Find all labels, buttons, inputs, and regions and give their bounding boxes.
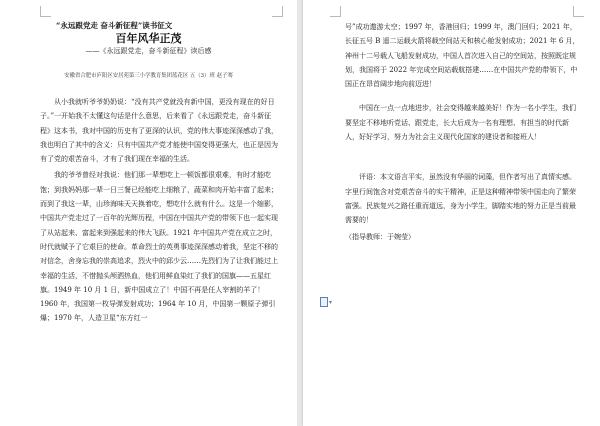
author-school-line: 安徽省合肥市庐阳区安居苑第三小学教育集团蓝花区 五（3）班 赵子骞: [64, 73, 233, 79]
teacher-comment: 评语：本文语言平实，虽然没有华丽的词藻，但作者写出了真情实感。字里行间饱含对党艰苦奋斗的实干精神，正是这种精神带领中国走向了繁荣富强。民族复兴之路任重而道远，身为小学生，脚踏实地的努力正是当前最需要的！: [345, 173, 576, 225]
essay-body-left: [40, 95, 280, 328]
document-page-left: [0, 0, 297, 426]
margin-corner-mark: [330, 6, 341, 17]
margin-corner-mark: [573, 6, 584, 17]
document-page-right: [303, 0, 600, 426]
essay-contest-header: “永远跟党走 奋斗新征程”读书征文: [56, 21, 173, 30]
chevron-down-icon: ▾: [329, 298, 333, 306]
teacher-signature: （指导教师：于婉莹）: [345, 232, 415, 241]
essay-title: 百年风华正茂: [115, 32, 182, 45]
paste-options-icon[interactable]: [320, 297, 334, 307]
paragraph: 从小我就听爷爷奶奶说：“没有共产党就没有新中国，更没有现在的好日子。”一开始我不太懂这句话是什么意思，后来看了《永远跟党走，奋斗新征程》这本书，我对中国的历史有了更深的认识，党的伟大事迹深深感动了我，我也明白了其中的含义：只有中国共产党才能使中国变得更强大，也正是因为有了党的艰苦奋斗，才有了我们现在幸福的生活。: [40, 98, 278, 164]
document-icon: [320, 297, 328, 307]
paragraph: 我的爷爷曾经对我说：他们那一辈想吃上一顿饭都很艰难，有时才能吃饱；到我妈妈那一辈一日三餐已经能吃上细粮了，蔬菜和肉开始丰富了起来；而到了我这一辈，山珍海味天天换着吃，想吃什么就有什么。这是一个缩影，中国共产党走过了一百年的光辉历程，中国在中国共产党的带领下也一起实现了从站起来、富起来到强起来的伟大飞跃。1921 年中国共产党在成立之时，时代就赋予了它艰巨的使命。革命烈士的英勇事迹深深感动着我，坚定不移的对信念，舍身忘我的崇高追求，烈火中的邱少云……先烈们为了让我们能过上幸福的生活，不惜抛头颅洒热血，他们用鲜血染红了我们的国旗——五星红旗。1949 年 10 月 1 日，新中国成立了！中国不再是任人宰割的羊了！1960 年，我国第一枚导弹发射成功；1964 年 10 月，中国第一颗原子弹引爆；1970 年，人造卫星“东方红一: [40, 171, 278, 323]
paragraph: 号”成功遨游太空；1997 年，香港回归；1999 年，澳门回归；2021 年，长征五号 B 遥二运载火箭将载空间站天和核心舱发射成功；2021 年 6 月，神州十二号载人飞船发射成功，中国人首次进入自己的空间站，按照既定规划，我国将于 2022 年完成空间站载航搭建……在中国共产党的带领下，中国正在昂首阔步地向前迈进！: [345, 23, 580, 89]
margin-corner-mark: [40, 6, 51, 17]
margin-corner-mark: [272, 6, 283, 17]
paragraph: 中国在一点一点地进步，社会变得越来越美好！作为一名小学生，我们要坚定不移地听党话、跟党走，长大后成为一名有理想、有担当的时代新人，好好学习，努力为社会主义现代化国家的建设者和接班人！: [345, 104, 576, 142]
essay-subtitle: ——《永远跟党走，奋斗新征程》读后感: [85, 47, 212, 55]
essay-body-right: [345, 20, 581, 246]
